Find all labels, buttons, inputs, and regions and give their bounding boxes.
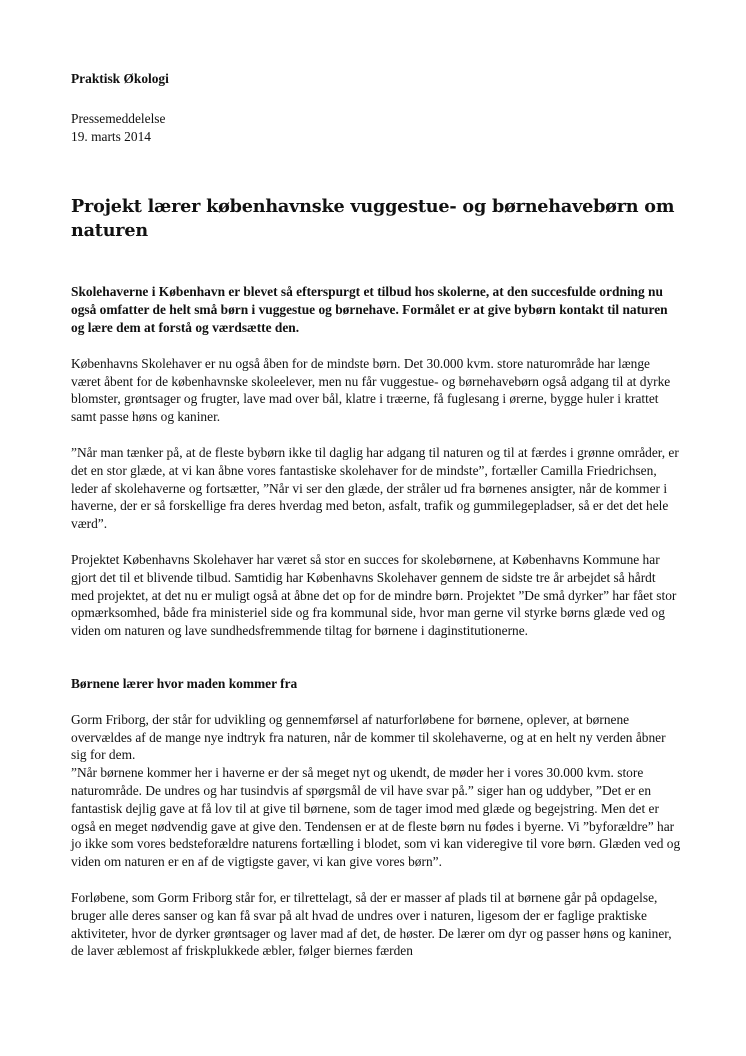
body-paragraph: ”Når børnene kommer her i haverne er der så meget nyt og ukendt, de møder her i vores 30.000 kvm. store naturområde. De undres og har tusindvis af spørgsmål de vil have svar på.” siger han og uddyber, ”Det er en fantastisk dejlig gave at få lov til at give til børnene, som de tager imod med glæde og begejstring. Men det er også en meget nødvendig gave at give den. Tendensen er at de fleste børn nu fødes i byerne. Vi ”byforældre” har jo ikke som vores bedsteforældre naturens fortælling i blodet, som vi kan videregive til vore børn. Glæden ved og viden om naturen er en af de vigtigste gaver, vi kan give vores børn”. [71,765,681,870]
body-paragraph: ”Når man tænker på, at de fleste bybørn ikke til daglig har adgang til naturen og til at færdes i grønne områder, er det en stor glæde, at vi kan åbne vores fantastiske skolehaver for de mindste”, fortæller Camilla Friedrichsen, leder af skolehaverne og fortsætter, ”Når vi ser den glæde, der stråler ud fra børnenes ansigter, når de kommer i haverne, der er så forskellige fra deres hverdag med beton, asfalt, trafik og gummilegepladser, så er det det hele værd”. [71,444,679,532]
lead-paragraph: Skolehaverne i København er blevet så efterspurgt et tilbud hos skolerne, at den succesfulde ordning nu også omfatter de helt små børn i vuggestue og børnehave. Formålet er at give bybørn kontakt til naturen og lære dem at forstå og værdsætte den. [71,284,668,335]
body-paragraph: Københavns Skolehaver er nu også åben for de mindste børn. Det 30.000 kvm. store naturområde har længe været åbent for de københavnske skoleelever, men nu får vuggestue- og børnehavebørn også adgang til at dyrke blomster, grøntsager og frugter, lave mad over bål, klatre i træerne, få fuglesang i ørerne, bygge huler i krattet samt passe høns og kaniner. [71,355,671,425]
press-release-page [71,70,681,960]
organization-name: Praktisk Økologi [71,71,169,86]
press-release-title: Projekt lærer københavnske vuggestue- og børnehavebørn om naturen [71,196,675,242]
document-meta [71,110,681,146]
release-date: 19. marts 2014 [71,128,151,144]
section-subheading: Børnene lærer hvor maden kommer fra [71,675,298,691]
body-paragraph: Gorm Friborg, der står for udvikling og gennemførsel af naturforløbene for børnene, oplever, at børnene overvældes af de mange nye indtryk fra naturen, når de kommer til skolehaverne, og at en helt ny verden åbner sig for dem. [71,711,666,763]
body-paragraph: Projektet Københavns Skolehaver har været så stor en succes for skolebørnene, at Københavns Kommune har gjort det til et blivende tilbud. Samtidig har Københavns Skolehaver gennem de sidste tre år arbejdet så hårdt med projektet, at det nu er muligt også at åbne det op for de mindre børn. Projektet ”De små dyrker” har fået stor opmærksomhed, både fra ministeriel side og fra kommunal side, hvor man gerne vil styrke børns glæde ved og viden om naturen og lave sundhedsfremmende tiltag for børnene i daginstitutionerne. [71,551,677,639]
body-paragraph: Forløbene, som Gorm Friborg står for, er tilrettelagt, så der er masser af plads til at børnene går på opdagelse, bruger alle deres sanser og kan få svar på alt hvad de undres over i naturen, ligesom der er faglige praktiske aktiviteter, hvor de dyrker grøntsager og laver mad af det, de høster. De lærer om dyr og passer høns og kaniner, de laver æblemost af friskplukkede æbler, følger biernes færden [71,889,672,959]
document-type: Pressemeddelelse [71,110,166,126]
